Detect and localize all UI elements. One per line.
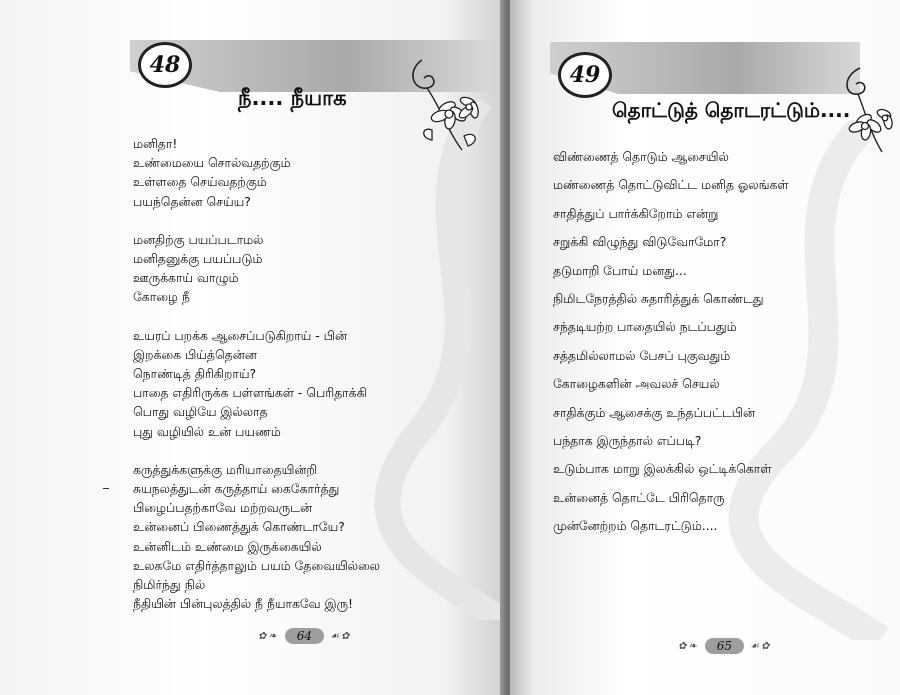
left-page-folio-number: 64: [285, 628, 324, 644]
poem-line: தடுமாறி போய் மனது...: [553, 262, 687, 278]
right-poem-body: [553, 148, 789, 545]
poem-line: பாதை எதிரிருக்க பள்ளங்கள் - பெரிதாக்கி: [133, 385, 367, 401]
poem-line: உன்னைத் தொட்டே பிரிதொரு: [553, 489, 725, 505]
sprig-icon: ☙✿: [750, 640, 772, 652]
poem-line: ஊருக்காய் வாழும்: [133, 270, 239, 286]
poem-line: பொது வழியே இல்லாத: [133, 404, 268, 420]
poem-line: முன்னேற்றம் தொடரட்டும்....: [553, 518, 718, 534]
poem-line: உன்னிடம் உண்மை இருக்கையில்: [133, 538, 322, 554]
left-poem-title: நீ.... நீயாக: [238, 86, 347, 110]
right-folio: [678, 638, 771, 654]
poem-line: உள்ளதை செய்வதற்கும்: [133, 174, 267, 190]
flower-ornament-icon: [402, 50, 492, 160]
poem-line: நிமிர்ந்து நில்: [133, 577, 206, 593]
poem-line: புது வழியில் உன் பயணம்: [133, 423, 281, 439]
poem-line: சந்தடியற்ற பாதையில் நடப்பதும்: [553, 319, 737, 335]
margin-mark: [103, 488, 109, 489]
poem-line: உலகமே எதிர்த்தாலும் பயம் தேவையில்லை: [133, 557, 380, 573]
poem-line: உயரப் பறக்க ஆசைப்படுகிறாய் - பின்: [133, 327, 347, 343]
poem-line: சுயநலத்துடன் கருத்தாய் கைகோர்த்து: [133, 481, 340, 497]
poem-line: சத்தமில்லாமல் பேசப் புகுவதும்: [553, 347, 731, 363]
right-page: [510, 0, 900, 695]
right-page-number-badge: 49: [558, 52, 612, 98]
left-poem-body: [133, 134, 380, 632]
stanza-3: [133, 326, 380, 441]
sprig-icon: ☙✿: [330, 630, 352, 642]
sprig-icon: ✿❧: [258, 630, 279, 642]
poem-line: சறுக்கி விழுந்து விடுவோமோ?: [553, 234, 727, 250]
poem-line: கோழைகளின் அவலச் செயல்: [553, 376, 720, 392]
flower-ornament-icon: [830, 60, 900, 160]
poem-line: மனிதனுக்கு பயப்படும்: [133, 251, 263, 267]
poem-line: மண்ணைத் தொட்டுவிட்ட மனித ஓலங்கள்: [553, 177, 789, 193]
poem-line: பயந்தென்ன செய்ய?: [133, 193, 251, 209]
right-poem-title: தொட்டுத் தொடரட்டும்....: [612, 98, 851, 122]
background-swirl-icon: [360, 100, 506, 620]
poem-line: பந்தாக இருந்தால் எப்படி?: [553, 432, 702, 448]
poem-line: சாதிக்கும் ஆசைக்கு உந்தப்பட்டபின்: [553, 404, 756, 420]
stanza-1: [133, 134, 380, 211]
poem-line: உடும்பாக மாறு இலக்கில் ஒட்டிக்கொள்: [553, 461, 772, 477]
poem-line: நொண்டித் திரிகிறாய்?: [133, 366, 257, 382]
poem-line: விண்ணைத் தொடும் ஆசையில்: [553, 149, 729, 164]
poem-line: சாதித்துப் பார்க்கிறோம் என்று: [553, 205, 719, 221]
stanza-2: [133, 230, 380, 307]
poem-line: பிழைப்பதற்காவே மற்றவருடன்: [133, 500, 312, 516]
poem-line: மனதிற்கு பயப்படாமல்: [133, 231, 264, 247]
left-page-number-badge: 48: [138, 42, 192, 88]
poem-line: கருத்துக்களுக்கு மரியாதையின்றி: [133, 461, 318, 477]
sprig-icon: ✿❧: [678, 640, 699, 652]
poem-line: உன்னைப் பிணைத்துக் கொண்டாயே?: [133, 519, 345, 535]
poem-line: நிமிடநேரத்தில் சுதாரித்துக் கொண்டது: [553, 290, 764, 306]
poem-line: கோழை நீ: [133, 289, 190, 305]
right-page-folio-number: 65: [705, 638, 744, 654]
poem-line: நீதியின் பின்புலத்தில் நீ நீயாகவே இரு!: [133, 596, 353, 612]
poem-line: இறக்கை பிய்த்தென்ன: [133, 346, 257, 362]
left-folio: [258, 628, 351, 644]
poem-line: உண்மையை சொல்வதற்கும்: [133, 155, 291, 171]
stanza-4: [133, 460, 380, 614]
poem-line: மனிதா!: [133, 136, 178, 151]
